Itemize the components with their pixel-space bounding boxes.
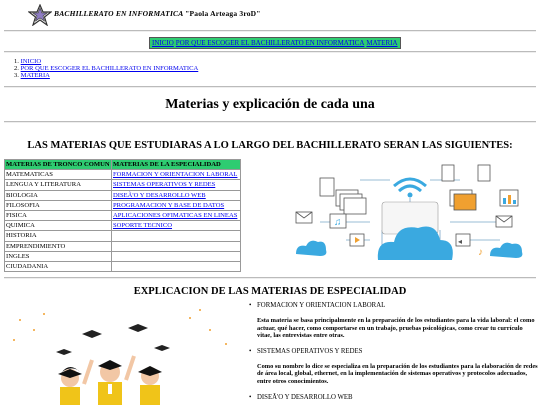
specialty-name: • FORMACION Y ORIENTACION LABORAL <box>248 302 538 309</box>
table-cell <box>112 200 241 210</box>
table-row <box>5 241 241 251</box>
table-cell: MATEMATICAS <box>5 170 112 180</box>
subjects-table <box>4 159 241 272</box>
table-link[interactable]: APLICACIONES OFIMATICAS EN LINEAS <box>113 212 238 220</box>
table-link[interactable]: DISEÃ'O Y DESARROLLO WEB <box>113 191 206 199</box>
table-cell: LENGUA Y LITERATURA <box>5 180 112 190</box>
table-cell <box>112 261 241 271</box>
cloud-computing-illustration <box>290 160 530 268</box>
table-row <box>5 261 241 271</box>
specialty-name: • SISTEMAS OPERATIVOS Y REDES <box>248 348 538 355</box>
site-header <box>0 0 540 30</box>
svg-text:◂: ◂ <box>458 237 463 246</box>
graduate-figure <box>138 366 162 405</box>
top-nav <box>149 37 401 49</box>
list-link-porque[interactable]: POR QUE ESCOGER EL BACHILLERATO EN INFORMATICA <box>20 65 199 73</box>
table-cell <box>112 180 241 190</box>
table-cell <box>112 210 241 220</box>
specialty-name: • DISEÃ'O Y DESARROLLO WEB <box>248 394 538 401</box>
table-cell: FISICA <box>5 210 112 220</box>
table-cell <box>112 231 241 241</box>
divider <box>4 121 536 123</box>
chart-icon <box>500 190 518 206</box>
music-note-icon <box>478 247 483 258</box>
table-cell <box>112 221 241 231</box>
page-heading: Materias y explicación de cada una <box>165 97 375 112</box>
wifi-icon <box>394 179 426 198</box>
list-item: 2. POR QUE ESCOGER EL BACHILLERATO EN INFORMATICA <box>14 65 199 73</box>
svg-text:♫: ♫ <box>334 217 342 228</box>
list-item: 1. INICIO <box>14 58 42 65</box>
topnav-link-porque[interactable]: POR QUE ESCOGER EL BACHILLERATO EN INFORMATICA <box>175 39 365 47</box>
small-cloud-icon <box>490 243 522 258</box>
table-cell: EMPRENDIMIENTO <box>5 241 112 251</box>
table-cell <box>112 170 241 180</box>
table-cell: HISTORIA <box>5 231 112 241</box>
table-link[interactable]: SOPORTE TECNICO <box>113 222 173 230</box>
table-row <box>5 210 241 220</box>
divider <box>4 86 536 88</box>
specialty-list <box>248 302 538 401</box>
divider <box>4 277 536 279</box>
list-link-inicio[interactable]: INICIO <box>20 58 42 65</box>
list-item: 3. MATERIA <box>14 72 50 80</box>
site-title-script: BACHILLERATO EN INFORMATICA <box>54 9 184 18</box>
table-row <box>5 200 241 210</box>
confetti-icon <box>13 309 227 345</box>
table-cell: INGLES <box>5 251 112 261</box>
star-logo-icon <box>28 4 52 26</box>
mail-icon <box>296 212 312 223</box>
specialty-description: Como su nombre lo dice se especializa en la preparación de los estudiantes para la elaboración de redes de área local, global, ethernet, en la implementación de sistemas operativos y protocolos adecuados, entre otros conocimientos. <box>257 362 538 385</box>
sound-icon <box>456 234 470 246</box>
list-link-materia[interactable]: MATERIA <box>20 72 50 80</box>
specialty-description: Esta materia se basa principalmente en la preparación de los estudiantes para la vida laboral: el como actuar, qué hacer, como comportarse en un trabajo, pruebas psicológicas, como crear tu currículo vitae, las entrevistas entre otras. <box>257 317 535 340</box>
small-cloud-icon <box>296 241 326 256</box>
svg-text:♪: ♪ <box>478 247 483 258</box>
header-especialidad: MATERIAS DE LA ESPECIALIDAD <box>112 160 241 170</box>
ordered-nav-list <box>14 58 198 80</box>
specialty-heading: EXPLICACION DE LAS MATERIAS DE ESPECIALIDAD <box>133 286 407 297</box>
graduate-figure <box>58 367 82 405</box>
topnav-link-materia[interactable]: MATERIA <box>366 39 398 47</box>
table-header-row <box>5 160 241 170</box>
table-link[interactable]: FORMACION Y ORIENTACION LABORAL <box>113 171 238 179</box>
subjects-heading: LAS MATERIAS QUE ESTUDIARAS A LO LARGO DEL BACHILLERATO SERAN LAS SIGUIENTES: <box>27 140 513 151</box>
table-row <box>5 251 241 261</box>
table-row <box>5 190 241 200</box>
table-cell: BIOLOGIA <box>5 190 112 200</box>
site-title-author: "Paola Arteaga 3roD" <box>185 9 261 18</box>
divider <box>4 30 536 32</box>
play-icon <box>350 234 364 246</box>
table-row <box>5 231 241 241</box>
table-row <box>5 170 241 180</box>
topnav-link-inicio[interactable]: INICIO <box>152 39 174 47</box>
divider <box>4 51 536 53</box>
graduate-figure <box>98 360 122 405</box>
table-link[interactable]: SISTEMAS OPERATIVOS Y REDES <box>113 181 216 189</box>
table-cell <box>112 251 241 261</box>
table-cell <box>112 241 241 251</box>
music-note-icon <box>330 214 346 228</box>
table-row <box>5 180 241 190</box>
table-row <box>5 221 241 231</box>
table-cell: QUIMICA <box>5 221 112 231</box>
table-cell: FILOSOFIA <box>5 200 112 210</box>
header-tronco-comun: MATERIAS DE TRONCO COMUN <box>6 161 110 169</box>
mail-icon <box>496 216 512 227</box>
table-cell <box>112 190 241 200</box>
site-title <box>54 9 261 18</box>
graduation-cap-icon <box>56 324 170 355</box>
table-link[interactable]: PROGRAMACION Y BASE DE DATOS <box>113 201 225 209</box>
table-cell: CIUDADANIA <box>5 261 112 271</box>
graduates-illustration <box>0 300 240 405</box>
